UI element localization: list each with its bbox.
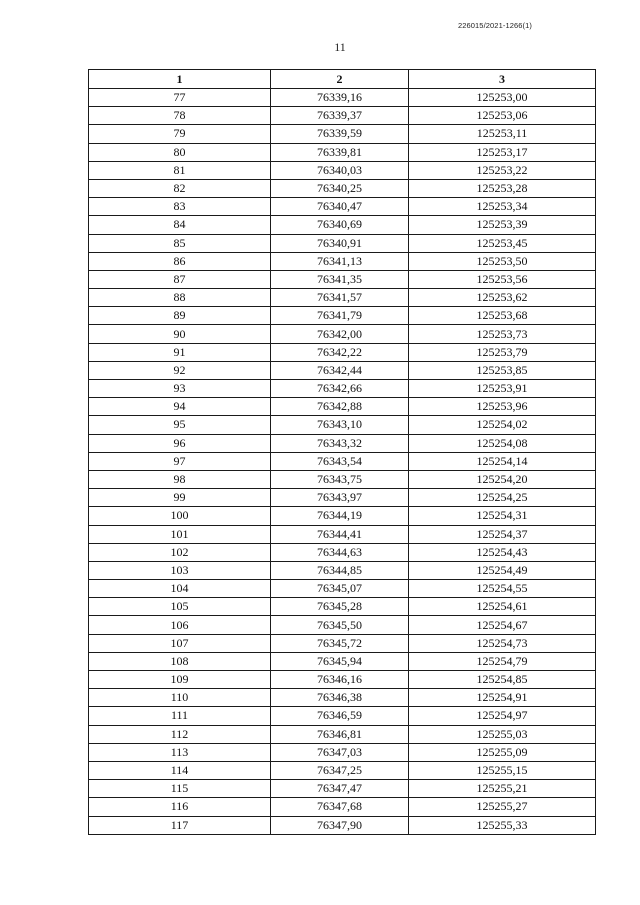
- table-row: [89, 489, 596, 507]
- table-row: [89, 307, 596, 325]
- x-coordinate-cell: 76347,47: [271, 780, 409, 798]
- table-row: [89, 125, 596, 143]
- y-coordinate-cell: 125254,61: [409, 598, 596, 616]
- table-row: [89, 289, 596, 307]
- x-coordinate-cell: 76347,90: [271, 816, 409, 834]
- y-coordinate-cell: 125254,49: [409, 561, 596, 579]
- column-header-2: 2: [271, 70, 409, 89]
- x-coordinate-cell: 76339,37: [271, 107, 409, 125]
- x-coordinate-cell: 76340,69: [271, 216, 409, 234]
- x-coordinate-cell: 76342,00: [271, 325, 409, 343]
- y-coordinate-cell: 125253,91: [409, 380, 596, 398]
- x-coordinate-cell: 76346,81: [271, 725, 409, 743]
- y-coordinate-cell: 125255,21: [409, 780, 596, 798]
- column-header-1: 1: [89, 70, 271, 89]
- x-coordinate-cell: 76344,41: [271, 525, 409, 543]
- table-row: [89, 652, 596, 670]
- y-coordinate-cell: 125253,06: [409, 107, 596, 125]
- table-row: [89, 234, 596, 252]
- y-coordinate-cell: 125254,91: [409, 689, 596, 707]
- x-coordinate-cell: 76339,81: [271, 143, 409, 161]
- point-number-cell: 98: [89, 470, 271, 488]
- x-coordinate-cell: 76341,79: [271, 307, 409, 325]
- y-coordinate-cell: 125253,56: [409, 270, 596, 288]
- x-coordinate-cell: 76343,75: [271, 470, 409, 488]
- y-coordinate-cell: 125253,11: [409, 125, 596, 143]
- point-number-cell: 115: [89, 780, 271, 798]
- table-row: [89, 816, 596, 834]
- y-coordinate-cell: 125253,85: [409, 361, 596, 379]
- y-coordinate-cell: 125254,97: [409, 707, 596, 725]
- x-coordinate-cell: 76339,16: [271, 89, 409, 107]
- table-row: [89, 689, 596, 707]
- y-coordinate-cell: 125254,43: [409, 543, 596, 561]
- table-row: [89, 416, 596, 434]
- y-coordinate-cell: 125253,00: [409, 89, 596, 107]
- x-coordinate-cell: 76345,94: [271, 652, 409, 670]
- table-row: [89, 343, 596, 361]
- point-number-cell: 78: [89, 107, 271, 125]
- point-number-cell: 105: [89, 598, 271, 616]
- point-number-cell: 95: [89, 416, 271, 434]
- point-number-cell: 110: [89, 689, 271, 707]
- table-row: [89, 743, 596, 761]
- x-coordinate-cell: 76341,35: [271, 270, 409, 288]
- x-coordinate-cell: 76340,25: [271, 179, 409, 197]
- y-coordinate-cell: 125254,08: [409, 434, 596, 452]
- point-number-cell: 103: [89, 561, 271, 579]
- x-coordinate-cell: 76345,28: [271, 598, 409, 616]
- y-coordinate-cell: 125255,15: [409, 761, 596, 779]
- point-number-cell: 111: [89, 707, 271, 725]
- y-coordinate-cell: 125255,09: [409, 743, 596, 761]
- y-coordinate-cell: 125254,25: [409, 489, 596, 507]
- table-row: [89, 434, 596, 452]
- table-row: [89, 398, 596, 416]
- point-number-cell: 100: [89, 507, 271, 525]
- y-coordinate-cell: 125253,45: [409, 234, 596, 252]
- x-coordinate-cell: 76347,25: [271, 761, 409, 779]
- y-coordinate-cell: 125253,73: [409, 325, 596, 343]
- table-row: [89, 216, 596, 234]
- point-number-cell: 108: [89, 652, 271, 670]
- table-row: [89, 525, 596, 543]
- point-number-cell: 89: [89, 307, 271, 325]
- y-coordinate-cell: 125254,55: [409, 580, 596, 598]
- y-coordinate-cell: 125253,79: [409, 343, 596, 361]
- point-number-cell: 114: [89, 761, 271, 779]
- y-coordinate-cell: 125254,37: [409, 525, 596, 543]
- table-row: [89, 325, 596, 343]
- table-row: [89, 380, 596, 398]
- point-number-cell: 85: [89, 234, 271, 252]
- point-number-cell: 87: [89, 270, 271, 288]
- y-coordinate-cell: 125253,68: [409, 307, 596, 325]
- table-row: [89, 161, 596, 179]
- x-coordinate-cell: 76342,22: [271, 343, 409, 361]
- point-number-cell: 79: [89, 125, 271, 143]
- x-coordinate-cell: 76341,57: [271, 289, 409, 307]
- table-row: [89, 507, 596, 525]
- y-coordinate-cell: 125254,85: [409, 671, 596, 689]
- table-row: [89, 543, 596, 561]
- point-number-cell: 101: [89, 525, 271, 543]
- x-coordinate-cell: 76345,72: [271, 634, 409, 652]
- point-number-cell: 91: [89, 343, 271, 361]
- x-coordinate-cell: 76344,19: [271, 507, 409, 525]
- table-row: [89, 725, 596, 743]
- point-number-cell: 113: [89, 743, 271, 761]
- point-number-cell: 86: [89, 252, 271, 270]
- y-coordinate-cell: 125253,28: [409, 179, 596, 197]
- table-row: [89, 634, 596, 652]
- point-number-cell: 109: [89, 671, 271, 689]
- x-coordinate-cell: 76347,03: [271, 743, 409, 761]
- y-coordinate-cell: 125253,34: [409, 198, 596, 216]
- x-coordinate-cell: 76340,91: [271, 234, 409, 252]
- x-coordinate-cell: 76345,07: [271, 580, 409, 598]
- x-coordinate-cell: 76341,13: [271, 252, 409, 270]
- column-header-3: 3: [409, 70, 596, 89]
- table-row: [89, 179, 596, 197]
- point-number-cell: 92: [89, 361, 271, 379]
- x-coordinate-cell: 76343,54: [271, 452, 409, 470]
- y-coordinate-cell: 125255,33: [409, 816, 596, 834]
- x-coordinate-cell: 76340,47: [271, 198, 409, 216]
- table-row: [89, 252, 596, 270]
- y-coordinate-cell: 125253,39: [409, 216, 596, 234]
- point-number-cell: 90: [89, 325, 271, 343]
- table-row: [89, 270, 596, 288]
- x-coordinate-cell: 76342,88: [271, 398, 409, 416]
- point-number-cell: 104: [89, 580, 271, 598]
- coordinates-table: [88, 69, 596, 835]
- table-row: [89, 107, 596, 125]
- x-coordinate-cell: 76342,44: [271, 361, 409, 379]
- y-coordinate-cell: 125254,67: [409, 616, 596, 634]
- table-row: [89, 580, 596, 598]
- point-number-cell: 107: [89, 634, 271, 652]
- point-number-cell: 102: [89, 543, 271, 561]
- table-row: [89, 798, 596, 816]
- table-row: [89, 452, 596, 470]
- point-number-cell: 88: [89, 289, 271, 307]
- y-coordinate-cell: 125253,50: [409, 252, 596, 270]
- x-coordinate-cell: 76343,32: [271, 434, 409, 452]
- y-coordinate-cell: 125255,03: [409, 725, 596, 743]
- point-number-cell: 96: [89, 434, 271, 452]
- point-number-cell: 93: [89, 380, 271, 398]
- y-coordinate-cell: 125254,79: [409, 652, 596, 670]
- x-coordinate-cell: 76346,16: [271, 671, 409, 689]
- point-number-cell: 80: [89, 143, 271, 161]
- table-row: [89, 761, 596, 779]
- x-coordinate-cell: 76340,03: [271, 161, 409, 179]
- point-number-cell: 84: [89, 216, 271, 234]
- y-coordinate-cell: 125253,17: [409, 143, 596, 161]
- point-number-cell: 99: [89, 489, 271, 507]
- y-coordinate-cell: 125253,62: [409, 289, 596, 307]
- y-coordinate-cell: 125254,20: [409, 470, 596, 488]
- x-coordinate-cell: 76344,63: [271, 543, 409, 561]
- point-number-cell: 117: [89, 816, 271, 834]
- table-row: [89, 89, 596, 107]
- y-coordinate-cell: 125253,96: [409, 398, 596, 416]
- table-row: [89, 780, 596, 798]
- point-number-cell: 82: [89, 179, 271, 197]
- y-coordinate-cell: 125253,22: [409, 161, 596, 179]
- point-number-cell: 83: [89, 198, 271, 216]
- x-coordinate-cell: 76343,10: [271, 416, 409, 434]
- table-body: [89, 89, 596, 835]
- x-coordinate-cell: 76346,59: [271, 707, 409, 725]
- x-coordinate-cell: 76345,50: [271, 616, 409, 634]
- table-header-row: [89, 70, 596, 89]
- x-coordinate-cell: 76343,97: [271, 489, 409, 507]
- x-coordinate-cell: 76347,68: [271, 798, 409, 816]
- point-number-cell: 106: [89, 616, 271, 634]
- table-row: [89, 707, 596, 725]
- table-row: [89, 616, 596, 634]
- point-number-cell: 94: [89, 398, 271, 416]
- table-row: [89, 671, 596, 689]
- y-coordinate-cell: 125254,02: [409, 416, 596, 434]
- x-coordinate-cell: 76346,38: [271, 689, 409, 707]
- x-coordinate-cell: 76342,66: [271, 380, 409, 398]
- table-row: [89, 361, 596, 379]
- table-row: [89, 143, 596, 161]
- page-number: 11: [334, 40, 346, 54]
- table-row: [89, 561, 596, 579]
- y-coordinate-cell: 125254,31: [409, 507, 596, 525]
- y-coordinate-cell: 125255,27: [409, 798, 596, 816]
- document-stamp: 226015/2021-1266(1): [457, 21, 532, 30]
- x-coordinate-cell: 76344,85: [271, 561, 409, 579]
- point-number-cell: 112: [89, 725, 271, 743]
- x-coordinate-cell: 76339,59: [271, 125, 409, 143]
- point-number-cell: 97: [89, 452, 271, 470]
- table-row: [89, 598, 596, 616]
- point-number-cell: 116: [89, 798, 271, 816]
- table-row: [89, 470, 596, 488]
- table-row: [89, 198, 596, 216]
- point-number-cell: 81: [89, 161, 271, 179]
- y-coordinate-cell: 125254,73: [409, 634, 596, 652]
- y-coordinate-cell: 125254,14: [409, 452, 596, 470]
- point-number-cell: 77: [89, 89, 271, 107]
